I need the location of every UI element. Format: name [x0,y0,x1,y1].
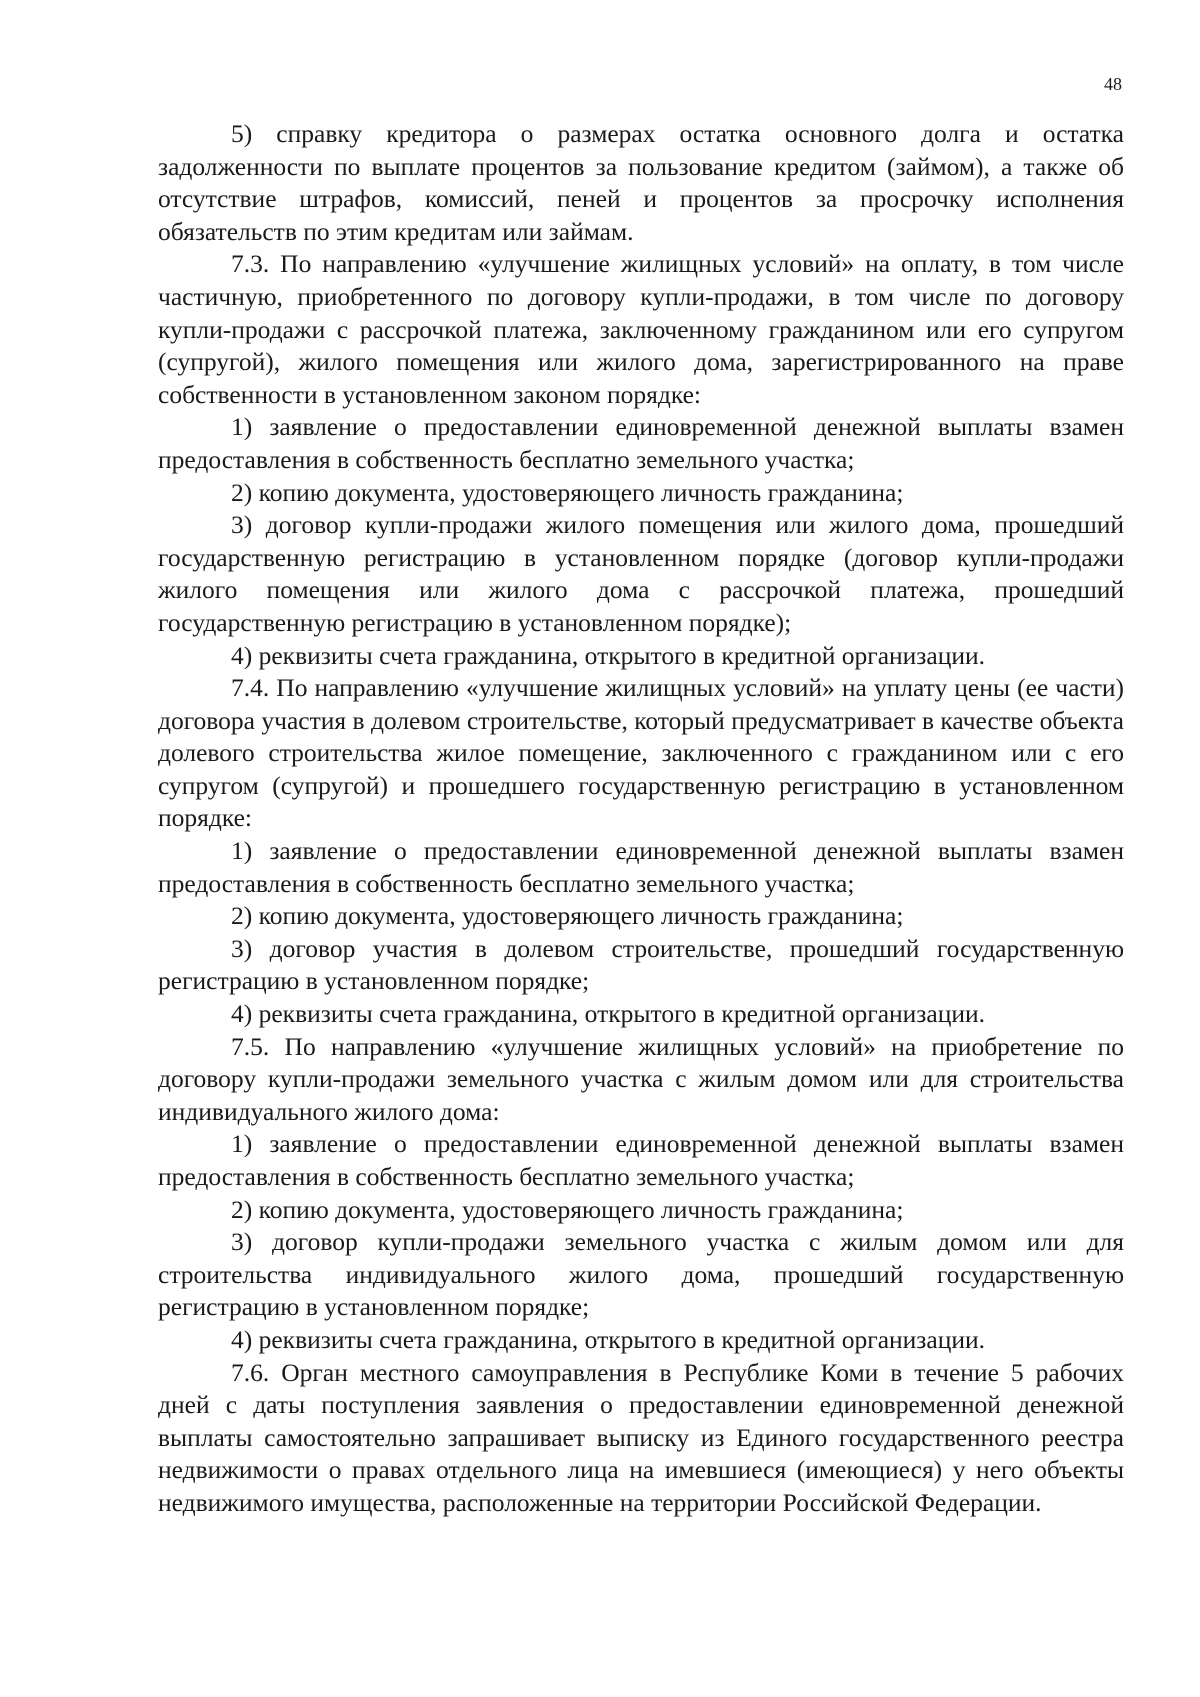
list-item: 1) заявление о предоставлении единовременной денежной выплаты взамен предоставления в собственность бесплатно земельного участка; [158,412,1124,474]
list-item: 4) реквизиты счета гражданина, открытого в кредитной организации. [231,999,986,1029]
paragraph-7-5-heading: 7.5. По направлению «улучшение жилищных условий» на приобретение по договору купли-продажи земельного участка с жилым домом или для строительства индивидуального жилого дома: [158,1031,1124,1126]
paragraph-7-4-heading: 7.4. По направлению «улучшение жилищных условий» на уплату цены (ее части) договора участия в долевом строительстве, который предусматривает в качестве объекта долевого строительства жилое помещение, заключенного с гражданином или с его супругом (супругой) и прошедшего государственную регистрацию в установленном порядке: [158,673,1124,833]
list-item: 4) реквизиты счета гражданина, открытого в кредитной организации. [231,640,986,670]
list-item: 1) заявление о предоставлении единовременной денежной выплаты взамен предоставления в собственность бесплатно земельного участка; [158,1129,1124,1191]
list-item: 3) договор купли-продажи жилого помещения или жилого дома, прошедший государственную регистрацию в установленном порядке (договор купли-продажи жилого помещения или жилого дома с рассрочкой платежа, прошедший государственную регистрацию в установленном порядке); [158,510,1124,637]
document-body [158,118,1124,1520]
list-item: 1) заявление о предоставлении единовременной денежной выплаты взамен предоставления в собственность бесплатно земельного участка; [158,836,1124,898]
list-item: 4) реквизиты счета гражданина, открытого в кредитной организации. [231,1324,986,1354]
paragraph-7-3-heading: 7.3. По направлению «улучшение жилищных условий» на оплату, в том числе частичную, приобретенного по договору купли-продажи, в том числе по договору купли-продажи с рассрочкой платежа, заключенному гражданином или его супругом (супругой), жилого помещения или жилого дома, зарегистрированного на праве собственности в установленном законом порядке: [158,249,1124,409]
list-item: 3) договор участия в долевом строительстве, прошедший государственную регистрацию в установленном порядке; [158,933,1124,996]
paragraph-7-6: 7.6. Орган местного самоуправления в Республике Коми в течение 5 рабочих дней с даты поступления заявления о предоставлении единовременной денежной выплаты самостоятельно запрашивает выписку из Единого государственного реестра недвижимости о правах отдельного лица на имевшиеся (имеющиеся) у него объекты недвижимого имущества, расположенные на территории Российской Федерации. [158,1357,1124,1517]
paragraph-item-5-creditor-certificate: 5) справку кредитора о размерах остатка основного долга и остатка задолженности по выплате процентов за пользование кредитом (займом), а также об отсутствие штрафов, комиссий, пеней и процентов за просрочку исполнения обязательств по этим кредитам или займам. [158,119,1124,246]
list-item: 2) копию документа, удостоверяющего личность гражданина; [231,901,904,931]
page-number: 48 [1104,74,1122,94]
list-item: 3) договор купли-продажи земельного участка с жилым домом или для строительства индивидуального жилого дома, прошедший государственную регистрацию в установленном порядке; [158,1227,1124,1322]
list-item: 2) копию документа, удостоверяющего личность гражданина; [231,1194,904,1224]
list-item: 2) копию документа, удостоверяющего личность гражданина; [231,477,904,507]
